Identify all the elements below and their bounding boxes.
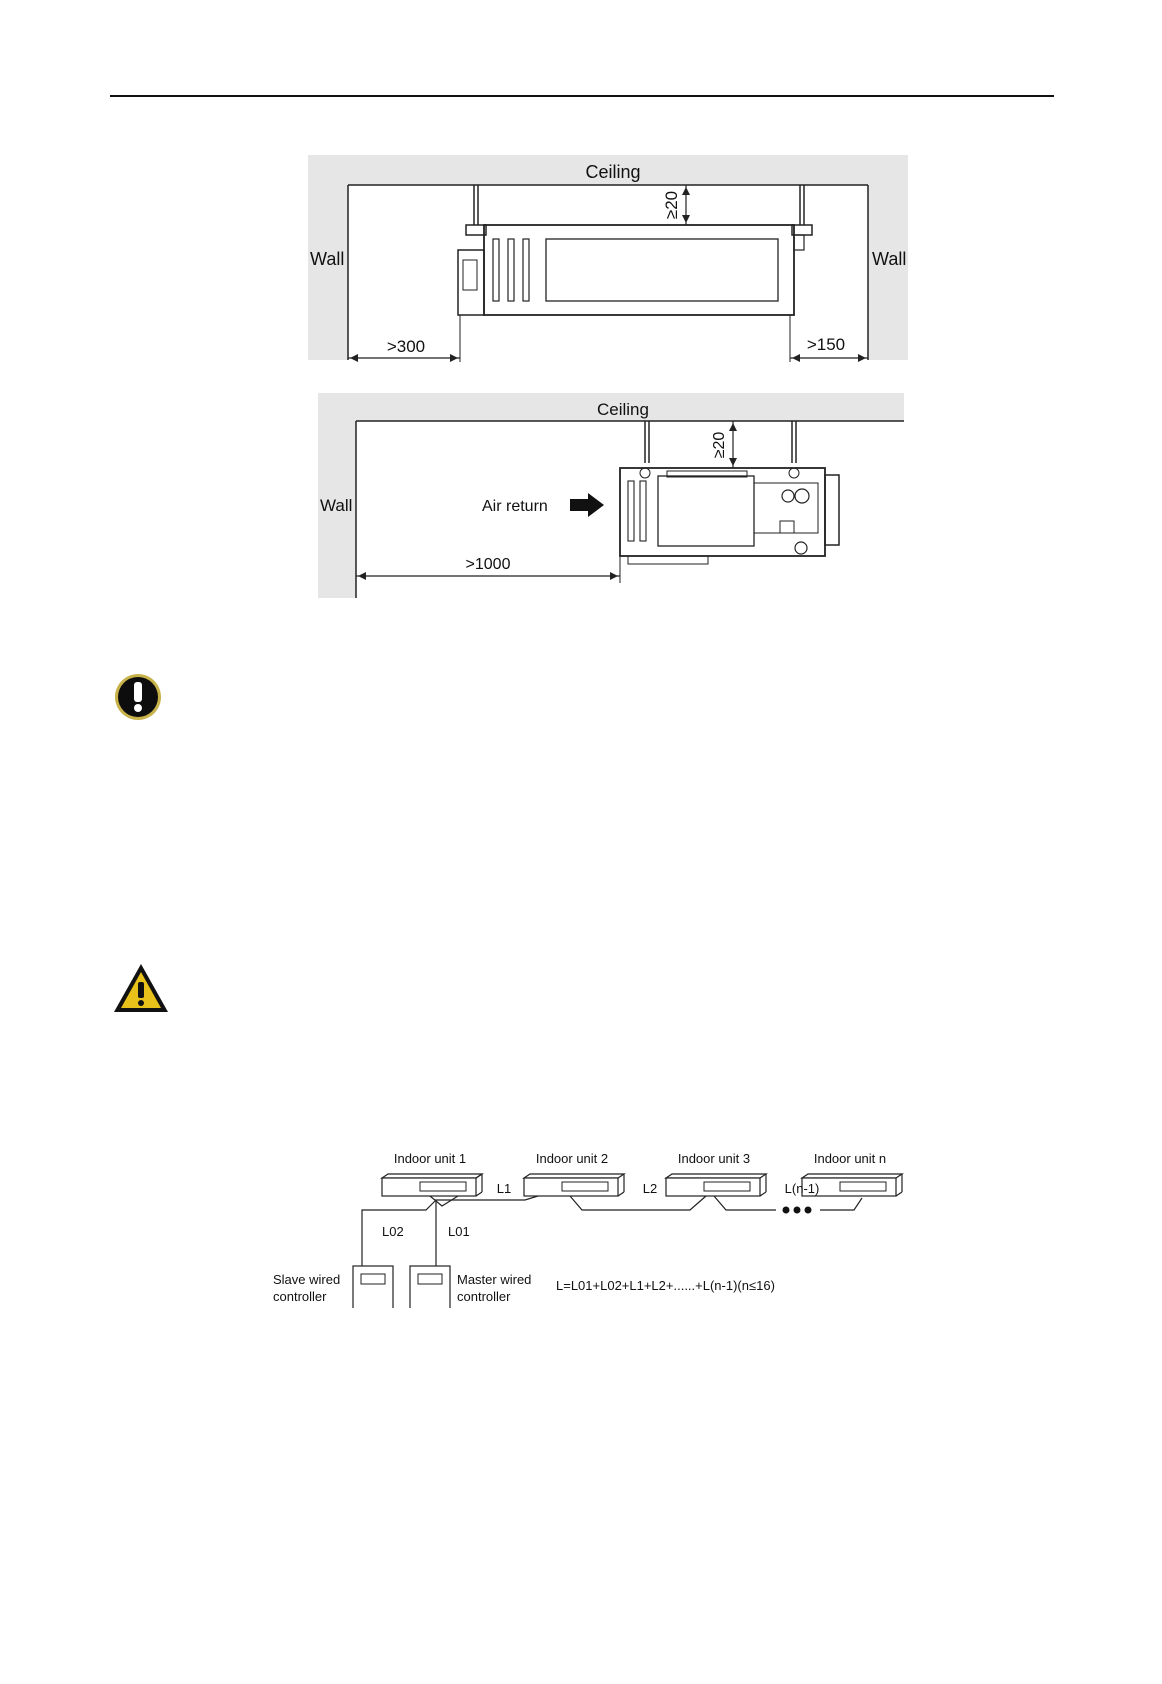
slave-wired-controller-icon [353, 1266, 393, 1308]
exclamation-circle-icon [113, 672, 163, 722]
master-label-line2: controller [457, 1289, 511, 1304]
air-return-label: Air return [482, 498, 548, 515]
unit-label: Indoor unit n [813, 1151, 887, 1166]
master-wired-controller-icon [410, 1266, 450, 1308]
length-formula: L=L01+L02+L1+L2+......+L(n-1)(n≤16) [556, 1278, 775, 1293]
indoor-unit-icon [382, 1174, 482, 1196]
continuation-dot [783, 1207, 790, 1214]
wall-left-label: Wall [310, 249, 345, 269]
controller-wiring-diagram [270, 1148, 910, 1308]
slave-label-line2: controller [273, 1289, 327, 1304]
wall-label: Wall [320, 496, 353, 515]
clearance-top-label: ≥20 [711, 431, 728, 459]
wall-right-label: Wall [872, 249, 907, 269]
unit-label: Indoor unit 1 [393, 1151, 467, 1166]
slave-label-line1: Slave wired [273, 1272, 341, 1287]
clearance-left-label: >1000 [465, 556, 511, 573]
continuation-dot [794, 1207, 801, 1214]
unit-label: Indoor unit 2 [535, 1151, 609, 1166]
segment-label: L2 [642, 1181, 658, 1196]
controller-line-label: L01 [448, 1224, 470, 1239]
continuation-dot [805, 1207, 812, 1214]
ceiling-label: Ceiling [597, 400, 649, 419]
clearance-left-label: >300 [386, 337, 426, 356]
clearance-diagram-side [308, 155, 908, 365]
clearance-right-label: >150 [806, 335, 846, 354]
clearance-top-label: ≥20 [662, 190, 681, 220]
room-space [356, 421, 904, 598]
controller-line-label: L02 [382, 1224, 404, 1239]
unit-label: Indoor unit 3 [677, 1151, 751, 1166]
segment-label: L1 [496, 1181, 512, 1196]
master-label-line1: Master wired [457, 1272, 532, 1287]
segment-label: L(n-1) [784, 1181, 820, 1196]
clearance-diagram-front [318, 393, 904, 603]
indoor-unit-icon [666, 1174, 766, 1196]
ceiling-label: Ceiling [585, 162, 641, 182]
warning-triangle-icon [112, 962, 170, 1014]
indoor-unit-icon [524, 1174, 624, 1196]
header-rule [110, 95, 1054, 97]
